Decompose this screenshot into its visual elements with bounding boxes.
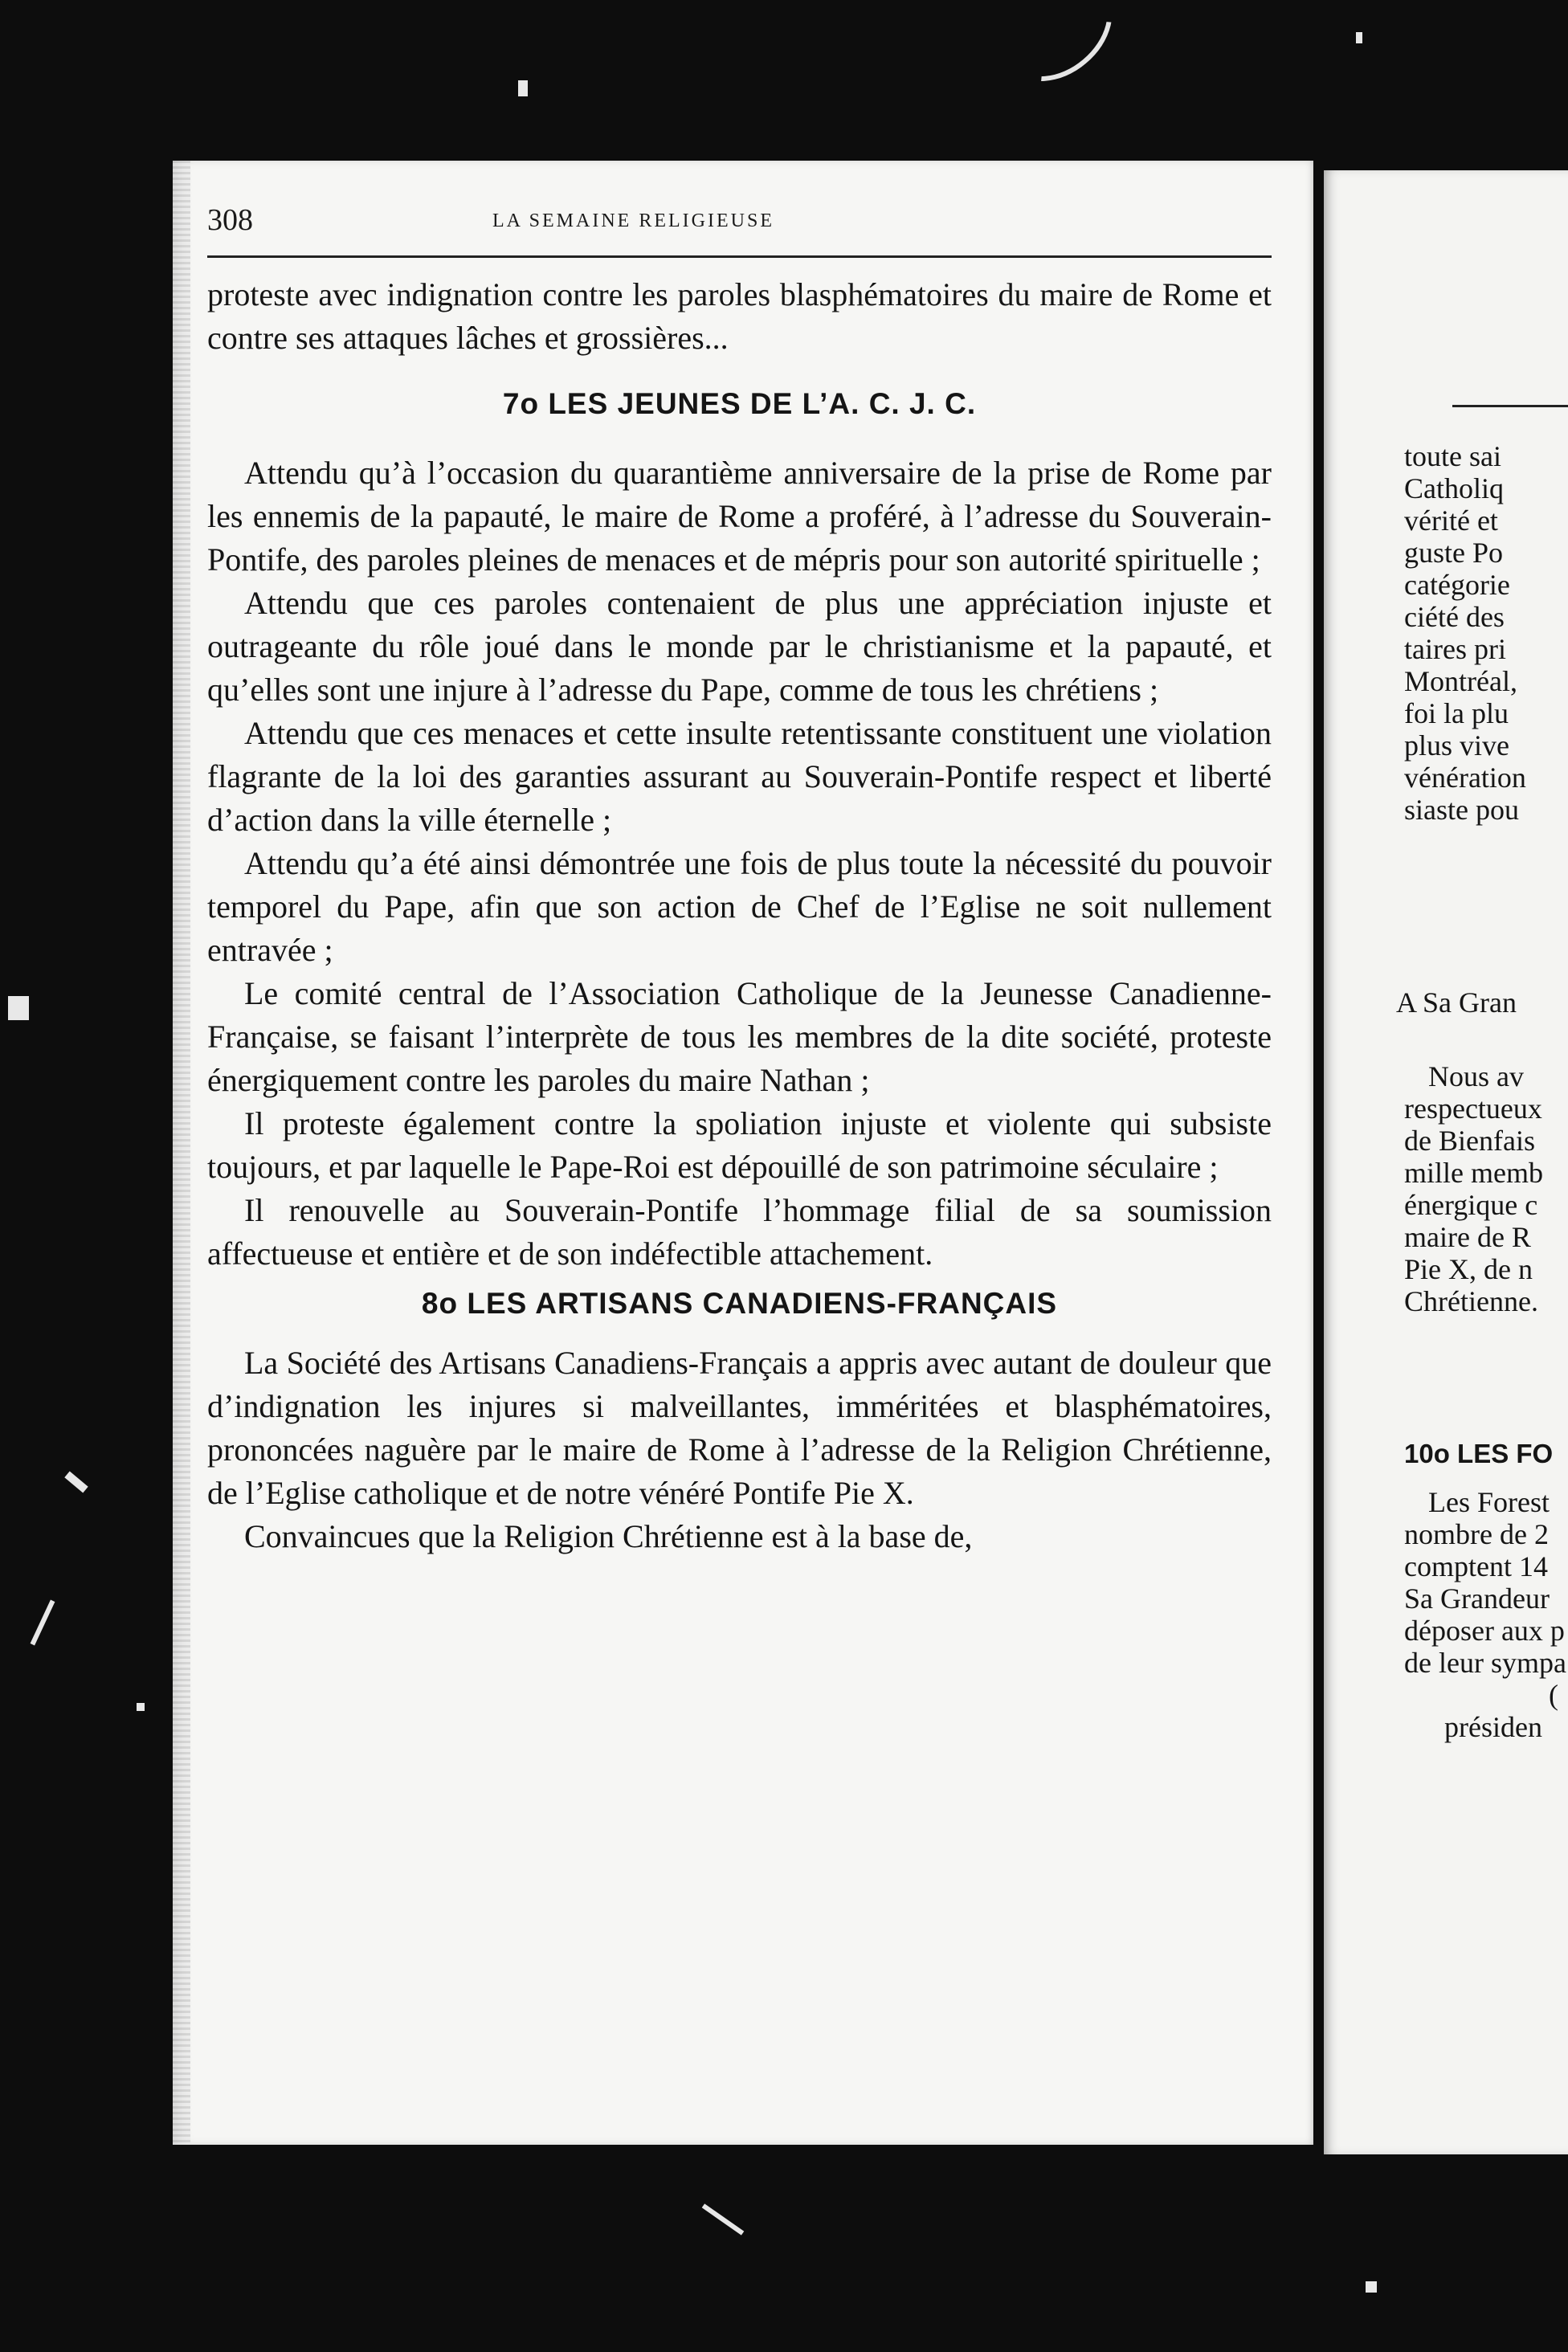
right-line: A Sa Gran: [1396, 986, 1517, 1019]
right-line: foi la plu: [1404, 697, 1509, 729]
right-line: nombre de 2: [1404, 1518, 1549, 1550]
opening-paragraph: proteste avec indignation contre les paroles blasphématoires du maire de Rome et contre ses attaques lâches et grossières...: [207, 276, 1272, 356]
right-line: taires pri: [1404, 633, 1506, 665]
section-7-paragraph: Il renouvelle au Souverain-Pontife l’hommage filial de sa soumission affectueuse et entière et de son indéfectible attachement.: [207, 1192, 1272, 1272]
right-line: Sa Grandeur: [1404, 1582, 1550, 1615]
right-line: de leur sympa: [1404, 1647, 1566, 1679]
right-line: présiden: [1444, 1711, 1542, 1743]
page-header: [207, 202, 1272, 251]
section-7-paragraph: Attendu qu’à l’occasion du quarantième anniversaire de la prise de Rome par les ennemis de la papauté, le maire de Rome a proféré, à l’adresse du Souverain-Pontife, des paroles pleines de menaces et de mépris pour son autorité spirituelle ;: [207, 455, 1272, 578]
section-7-paragraph: Le comité central de l’Association Catholique de la Jeunesse Canadienne-Française, se faisant l’interprète de tous les membres de la dite société, proteste énergiquement contre les paroles du maire Nathan ;: [207, 975, 1272, 1098]
right-line: siaste pou: [1404, 794, 1519, 826]
scan-speck: [8, 996, 29, 1020]
section-7-paragraph: Attendu qu’a été ainsi démontrée une fois de plus toute la nécessité du pouvoir temporel du Pape, afin que son action de Chef de l’Eglise ne soit nullement entravée ;: [207, 845, 1272, 968]
header-rule: [207, 255, 1272, 258]
right-line: toute sai: [1404, 440, 1501, 472]
body-text: [207, 273, 1272, 1558]
right-page-text: [1396, 440, 1568, 1743]
right-line: plus vive: [1404, 729, 1509, 762]
right-line: respectueux: [1404, 1092, 1542, 1125]
running-head: LA SEMAINE RELIGIEUSE: [492, 210, 774, 231]
scan-speck: [137, 1703, 145, 1711]
scan-scrawl: [0, 2129, 58, 2195]
section-7-paragraph: Attendu que ces menaces et cette insulte retentissante constituent une violation flagrante de la loi des garanties assurant au Souverain-Pontife respect et liberté d’action dans la ville éternelle ;: [207, 715, 1272, 838]
right-line: Catholiq: [1404, 472, 1504, 504]
scan-speck: [1356, 32, 1362, 43]
page-number: 308: [207, 203, 253, 237]
section-7-paragraph: Attendu que ces paroles contenaient de plus une appréciation injuste et outrageante du rôle joué dans le monde par le christianisme et la papauté, et qu’elles sont une injure à l’adresse du Pape, comme de tous les chrétiens ;: [207, 585, 1272, 708]
section-7-paragraph: Il proteste également contre la spoliation injuste et violente qui subsiste toujours, et par laquelle le Pape-Roi est dépouillé de son patrimoine séculaire ;: [207, 1105, 1272, 1185]
scan-scrawl: [982, 0, 1133, 103]
right-line: vérité et: [1404, 504, 1498, 537]
right-header-rule: [1452, 405, 1568, 407]
right-line: énergique c: [1404, 1189, 1538, 1221]
section-7-heading: 7o LES JEUNES DE L’A. C. J. C.: [502, 387, 977, 420]
scan-speck: [1366, 2281, 1377, 2293]
right-line: comptent 14: [1404, 1550, 1548, 1582]
right-line: Les Forest: [1428, 1486, 1550, 1518]
right-line: Montréal,: [1404, 665, 1517, 697]
right-line: de Bienfais: [1404, 1125, 1535, 1157]
right-line: vénération: [1404, 762, 1526, 794]
right-line: catégorie: [1404, 569, 1510, 601]
scan-speck: [31, 1600, 55, 1646]
right-line: ciété des: [1404, 601, 1505, 633]
page-edge: [173, 161, 190, 2145]
section-8-heading: 8o LES ARTISANS CANADIENS-FRANÇAIS: [421, 1287, 1058, 1320]
right-line: mille memb: [1404, 1157, 1543, 1189]
section-8-paragraph: Convaincues que la Religion Chrétienne est à la base de,: [244, 1518, 973, 1554]
right-line: maire de R: [1404, 1221, 1531, 1253]
scan-speck: [64, 1472, 88, 1493]
right-line: Nous av: [1428, 1060, 1524, 1092]
right-line: guste Po: [1404, 537, 1504, 569]
right-section-10-heading: 10o LES FO: [1404, 1439, 1554, 1468]
section-8-paragraph: La Société des Artisans Canadiens-Français a appris avec autant de douleur que d’indignation les injures si malveillantes, imméritées et blasphématoires, prononcées naguère par le maire de Rome à l’adresse de la Religion Chrétienne, de l’Eglise catholique et de notre vénéré Pontife Pie X.: [207, 1345, 1272, 1511]
right-line: Pie X, de n: [1404, 1253, 1533, 1285]
scan-speck: [702, 2203, 745, 2235]
right-line: déposer aux p: [1404, 1615, 1565, 1647]
scan-speck: [518, 80, 528, 96]
right-line: (: [1549, 1679, 1558, 1711]
right-line: Chrétienne.: [1404, 1285, 1538, 1317]
